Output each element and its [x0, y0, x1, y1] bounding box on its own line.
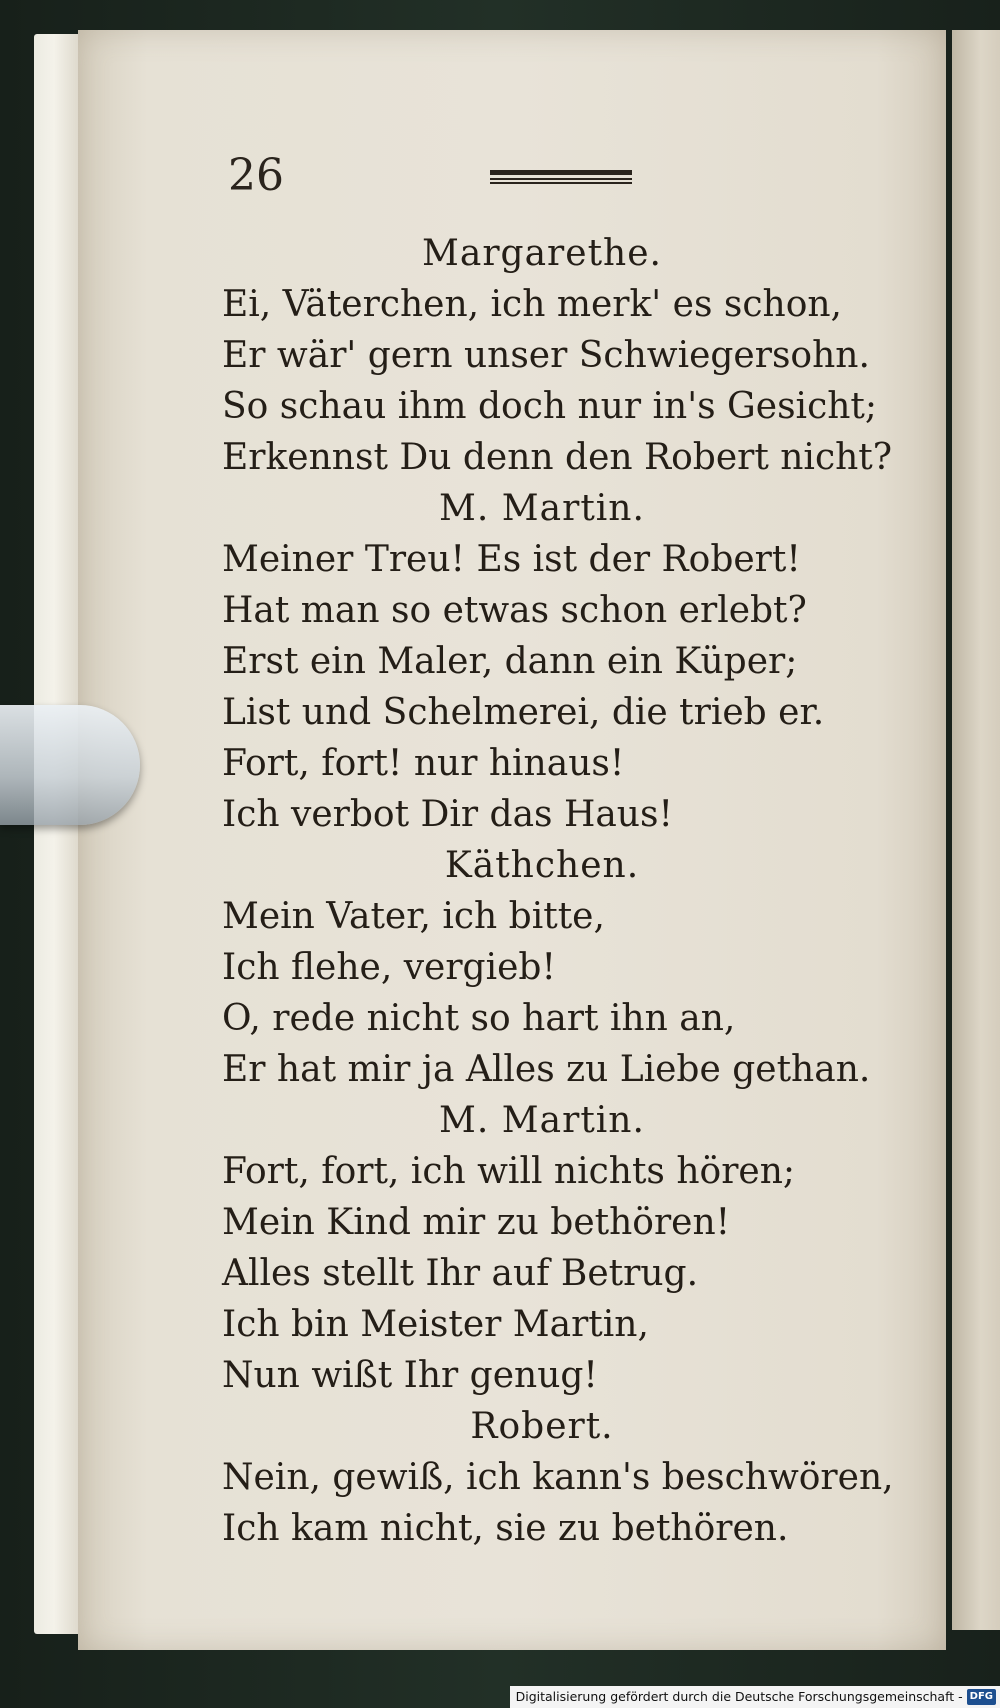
- verse-text: [222, 228, 894, 1554]
- speaker-name: M. Martin.: [439, 488, 645, 529]
- verse-line: Fort, fort, ich will nichts hören;: [222, 1151, 796, 1192]
- page-clip: [0, 705, 140, 825]
- speaker-name: Robert.: [470, 1406, 614, 1447]
- page-edge: [34, 34, 84, 1634]
- verse-line: Ich flehe, vergieb!: [222, 947, 556, 988]
- verse-line: Erst ein Maler, dann ein Küper;: [222, 641, 798, 682]
- verse-line: Er wär' gern unser Schwiegersohn.: [222, 335, 870, 376]
- verse-line: List und Schelmerei, die trieb er.: [222, 692, 825, 733]
- verse-line: Mein Kind mir zu bethören!: [222, 1202, 731, 1243]
- adjacent-page: [952, 30, 1000, 1630]
- verse-line: Erkennst Du denn den Robert nicht?: [222, 437, 893, 478]
- verse-line: Hat man so etwas schon erlebt?: [222, 590, 807, 631]
- speaker-name: M. Martin.: [439, 1100, 645, 1141]
- verse-line: So schau ihm doch nur in's Gesicht;: [222, 386, 878, 427]
- dfg-logo-icon: DFG: [967, 1689, 996, 1705]
- footer-text: Digitalisierung gefördert durch die Deutsche Forschungsgemeinschaft -: [515, 1689, 963, 1704]
- page-number: 26: [228, 150, 284, 201]
- verse-line: Mein Vater, ich bitte,: [222, 896, 605, 937]
- header-rule: [490, 170, 632, 184]
- speaker-name: Käthchen.: [444, 845, 640, 886]
- verse-line: Ei, Väterchen, ich merk' es schon,: [222, 284, 842, 325]
- verse-line: Nun wißt Ihr genug!: [222, 1355, 598, 1396]
- speaker-name: Margarethe.: [422, 233, 662, 274]
- verse-line: O, rede nicht so hart ihn an,: [222, 998, 736, 1039]
- verse-line: Nein, gewiß, ich kann's beschwören,: [222, 1457, 894, 1498]
- verse-line: Ich verbot Dir das Haus!: [222, 794, 673, 835]
- verse-line: Ich bin Meister Martin,: [222, 1304, 649, 1345]
- verse-line: Alles stellt Ihr auf Betrug.: [222, 1253, 699, 1294]
- verse-line: Ich kam nicht, sie zu bethören.: [222, 1508, 789, 1549]
- verse-line: Meiner Treu! Es ist der Robert!: [222, 539, 801, 580]
- verse-line: Er hat mir ja Alles zu Liebe gethan.: [222, 1049, 871, 1090]
- verse-line: Fort, fort! nur hinaus!: [222, 743, 625, 784]
- footer-credit: [510, 1686, 1000, 1708]
